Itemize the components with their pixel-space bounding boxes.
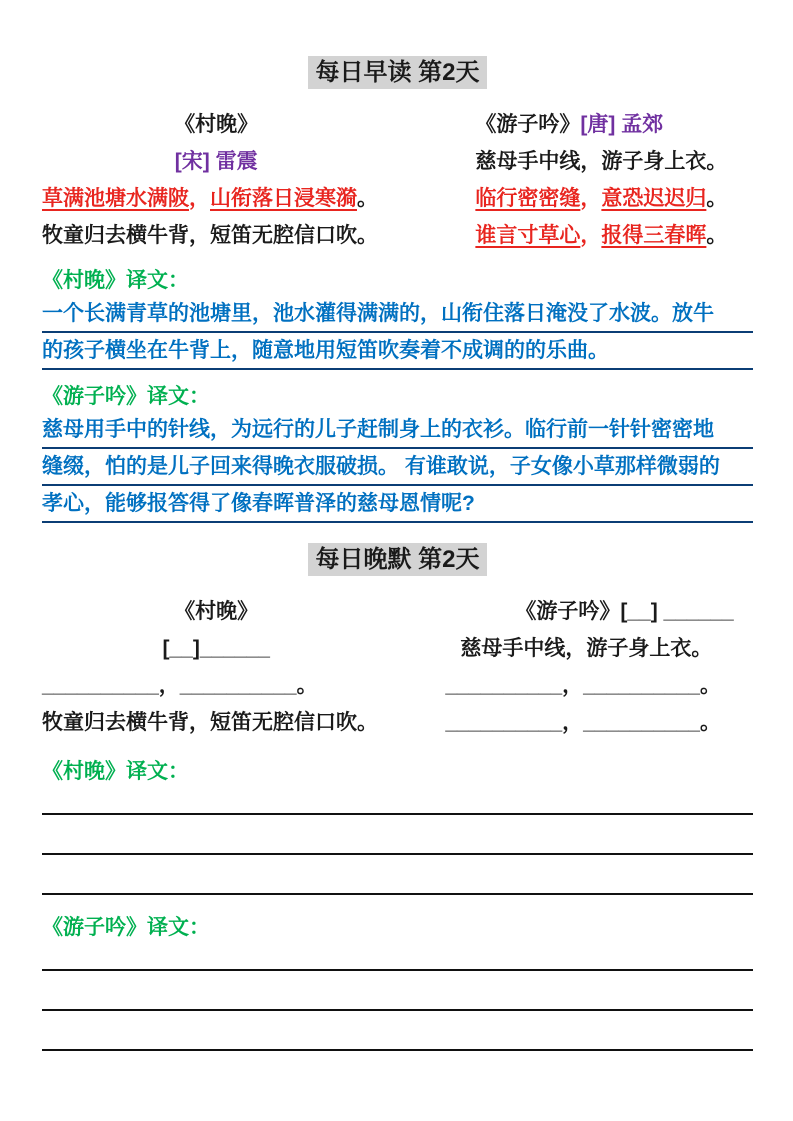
writing-line	[42, 971, 753, 1011]
key-phrase: 意恐迟迟归	[601, 187, 707, 210]
poem-title-cunwan: 《村晚》	[174, 113, 259, 136]
cunwan-write-heading: 《村晚》译文：	[42, 760, 189, 783]
morning-poem-cunwan	[42, 106, 390, 254]
poem-line: 慈母手中线，游子身上衣。	[460, 637, 713, 660]
period: 。	[706, 224, 728, 247]
poem-title-blank: 《游子吟》[__] ______	[515, 600, 734, 623]
cunwan-translation	[42, 266, 753, 370]
youziyin-translation-heading: 《游子吟》译文：	[42, 385, 210, 408]
period: 。	[357, 187, 378, 210]
comma: ，	[580, 224, 602, 247]
evening-poem-youziyin	[390, 593, 753, 741]
poem-title-youziyin	[390, 106, 753, 143]
youziyin-write-area	[42, 913, 753, 1051]
writing-line	[42, 855, 753, 895]
poem-line-red	[42, 180, 390, 217]
poem-author-cunwan: [宋] 雷震	[174, 150, 258, 173]
youziyin-write-heading: 《游子吟》译文：	[42, 916, 210, 939]
evening-poem-cunwan	[42, 593, 390, 741]
key-phrase: 临行密密缝	[475, 187, 581, 210]
evening-section-title	[42, 545, 753, 575]
key-phrase: 谁言寸草心	[475, 224, 581, 247]
translation-line: 一个长满青草的池塘里，池水灌得满满的，山衔住落日淹没了水波。放牛	[42, 296, 753, 333]
writing-line	[42, 787, 753, 815]
comma: ，	[580, 187, 602, 210]
morning-section-title	[42, 58, 753, 88]
key-phrase: 报得三春晖	[601, 224, 707, 247]
evening-title-highlight: 每日晚默 第2天	[308, 543, 486, 576]
poem-line: 慈母手中线，游子身上衣。	[475, 150, 728, 173]
writing-line	[42, 815, 753, 855]
evening-poems	[42, 593, 753, 741]
writing-line	[42, 943, 753, 971]
morning-poems	[42, 106, 753, 254]
translation-line: 的孩子横坐在牛背上，随意地用短笛吹奏着不成调的的乐曲。	[42, 333, 753, 370]
key-phrase: 山衔落日浸寒漪	[210, 187, 357, 210]
morning-title-highlight: 每日早读 第2天	[308, 56, 486, 89]
youziyin-translation	[42, 382, 753, 523]
cunwan-write-area	[42, 757, 753, 895]
translation-line: 慈母用手中的针线，为远行的儿子赶制身上的衣衫。临行前一针针密密地	[42, 412, 753, 449]
poem-line-red	[390, 217, 753, 254]
period: 。	[706, 187, 728, 210]
fill-in-blank-row: __________，__________。	[445, 674, 721, 697]
poem-title-cunwan: 《村晚》	[174, 600, 259, 623]
writing-line	[42, 1011, 753, 1051]
poem-line: 牧童归去横牛背，短笛无腔信口吹。	[42, 224, 378, 247]
fill-in-blank-row: __________，__________。	[445, 711, 721, 734]
translation-line: 孝心，能够报答得了像春晖普泽的慈母恩情呢?	[42, 486, 753, 523]
key-phrase: 草满池塘水满陂	[42, 187, 189, 210]
author-blank: [__]______	[162, 637, 270, 660]
comma: ，	[189, 187, 210, 210]
cunwan-translation-heading: 《村晚》译文：	[42, 269, 189, 292]
morning-poem-youziyin	[390, 106, 753, 254]
translation-line: 缝缀，怕的是儿子回来得晚衣服破损。 有谁敢说，子女像小草那样微弱的	[42, 449, 753, 486]
fill-in-blank-row: __________，__________。	[42, 674, 318, 697]
poem-title-text: 《游子吟》	[475, 113, 581, 136]
poem-line-red	[390, 180, 753, 217]
poem-line: 牧童归去横牛背，短笛无腔信口吹。	[42, 711, 378, 734]
poem-author-youziyin: [唐] 孟郊	[580, 113, 664, 136]
